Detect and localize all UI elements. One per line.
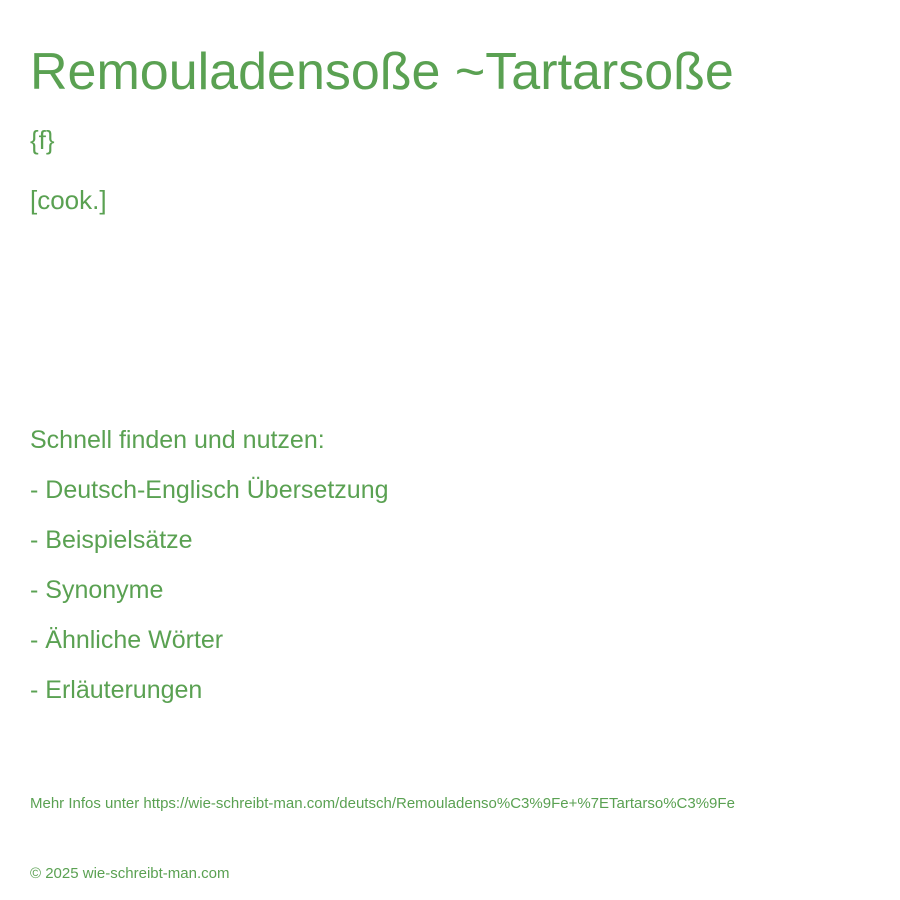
more-info-link[interactable]: Mehr Infos unter https://wie-schreibt-man.com/deutsch/Remouladenso%C3%9Fe+%7ETartarso%C3%9Fe — [30, 795, 735, 812]
grammatical-gender: {f} — [30, 125, 55, 155]
feature-item-explanations: - Erläuterungen — [30, 676, 203, 704]
feature-item-example-sentences: - Beispielsätze — [30, 526, 193, 554]
subject-category: [cook.] — [30, 185, 107, 215]
feature-item-translation: - Deutsch-Englisch Übersetzung — [30, 476, 389, 504]
features-list — [30, 474, 389, 724]
feature-item-synonyms: - Synonyme — [30, 576, 164, 604]
copyright-notice: © 2025 wie-schreibt-man.com — [30, 865, 230, 882]
features-heading: Schnell finden und nutzen: — [30, 426, 325, 454]
feature-item-similar-words: - Ähnliche Wörter — [30, 626, 224, 654]
entry-title: Remouladensoße ~Tartarsoße — [30, 43, 734, 101]
